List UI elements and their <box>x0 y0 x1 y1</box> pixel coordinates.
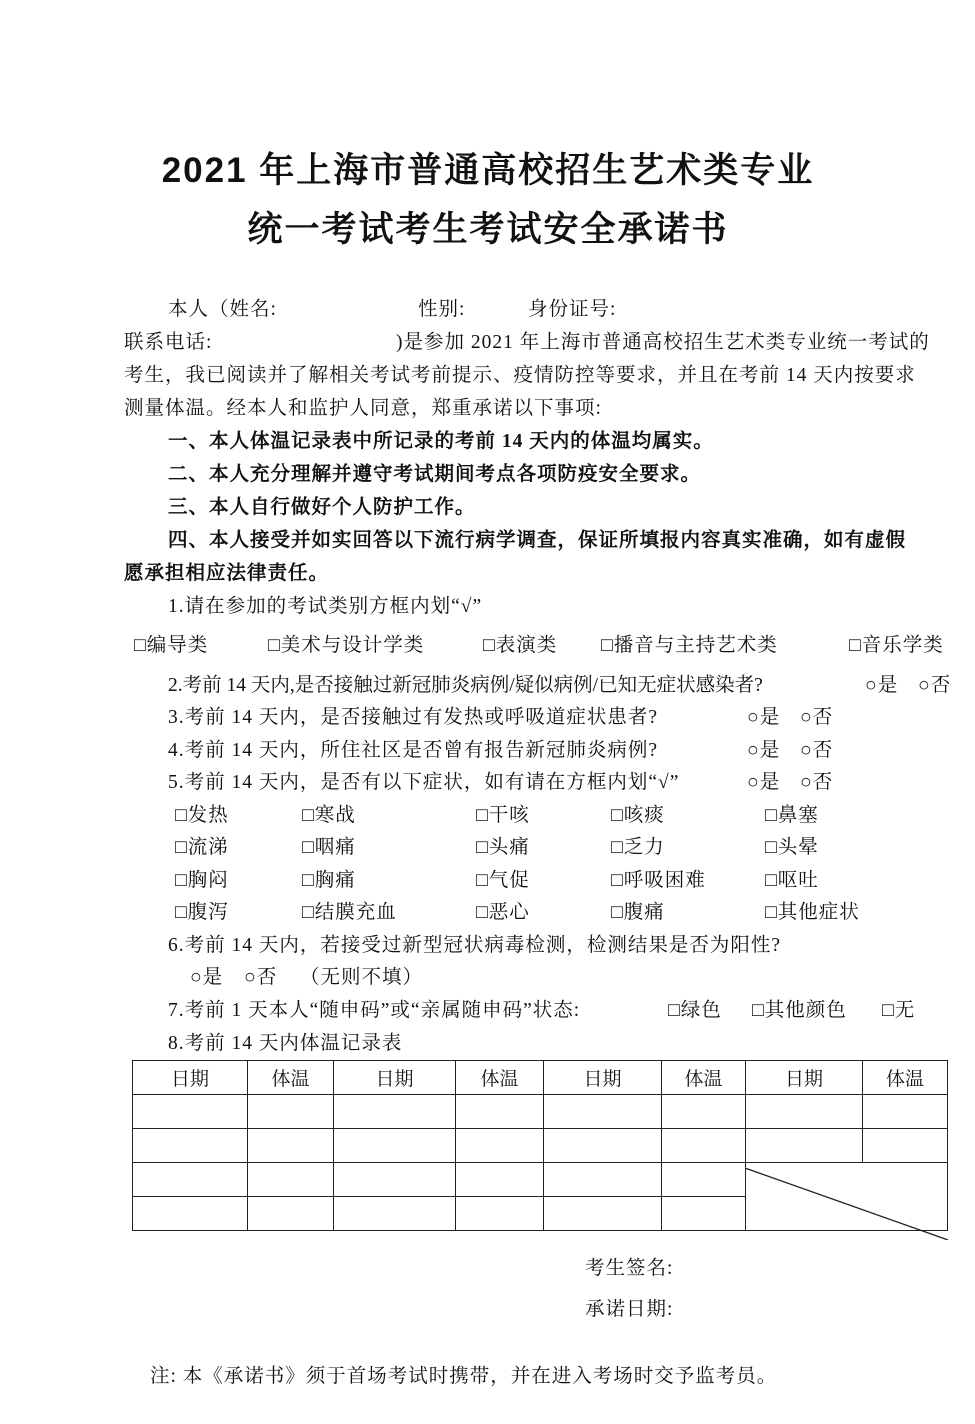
q2-yes[interactable]: ○是 <box>865 675 899 696</box>
name-label: 本人（姓名: <box>168 299 277 320</box>
cell[interactable] <box>746 1129 863 1163</box>
cell[interactable] <box>662 1163 746 1197</box>
q2-no[interactable]: ○否 <box>918 675 952 696</box>
symptom-checkbox[interactable]: □鼻塞 <box>765 805 819 826</box>
cell[interactable] <box>746 1095 863 1129</box>
cell[interactable] <box>334 1163 456 1197</box>
pledge-4-cont: 愿承担相应法律责任。 <box>124 563 330 584</box>
q6-no[interactable]: ○否 <box>244 967 278 988</box>
symptom-checkbox[interactable]: □头晕 <box>765 837 819 858</box>
title-line-1: 2021 年上海市普通高校招生艺术类专业 <box>161 151 815 190</box>
cell[interactable] <box>334 1095 456 1129</box>
symptom-checkbox[interactable]: □流涕 <box>175 837 229 858</box>
date-label: 承诺日期: <box>585 1299 674 1320</box>
header-temp: 体温 <box>248 1061 334 1095</box>
cell[interactable] <box>456 1129 544 1163</box>
q3-text: 3.考前 14 天内，是否接触过有发热或呼吸道症状患者? <box>168 707 659 728</box>
cell[interactable] <box>248 1129 334 1163</box>
symptom-checkbox[interactable]: □气促 <box>476 870 530 891</box>
cell[interactable] <box>133 1129 248 1163</box>
q7-text: 7.考前 1 天本人“随申码”或“亲属随申码”状态: <box>168 1000 581 1021</box>
pledge-3: 三、本人自行做好个人防护工作。 <box>168 497 476 518</box>
cell[interactable] <box>456 1095 544 1129</box>
header-temp: 体温 <box>863 1061 948 1095</box>
q1-text: 1.请在参加的考试类别方框内划“√” <box>168 596 483 617</box>
cell[interactable] <box>456 1163 544 1197</box>
cell[interactable] <box>334 1197 456 1231</box>
q1-option[interactable]: □音乐学类 <box>849 635 944 656</box>
q6-text: 6.考前 14 天内，若接受过新型冠状病毒检测，检测结果是否为阳性? <box>168 935 782 956</box>
header-date: 日期 <box>334 1061 456 1095</box>
cell[interactable] <box>544 1163 662 1197</box>
cell[interactable] <box>544 1095 662 1129</box>
q7-option[interactable]: □无 <box>882 1000 916 1021</box>
q4-yes[interactable]: ○是 <box>747 740 781 761</box>
cell[interactable] <box>248 1163 334 1197</box>
q3-no[interactable]: ○否 <box>800 707 834 728</box>
cell[interactable] <box>544 1197 662 1231</box>
header-temp: 体温 <box>662 1061 746 1095</box>
cell[interactable] <box>544 1129 662 1163</box>
symptom-checkbox[interactable]: □咽痛 <box>302 837 356 858</box>
gender-label: 性别: <box>418 299 466 320</box>
symptom-checkbox[interactable]: □腹痛 <box>611 902 665 923</box>
cell[interactable] <box>133 1163 248 1197</box>
header-date: 日期 <box>746 1061 863 1095</box>
symptom-checkbox[interactable]: □胸闷 <box>175 870 229 891</box>
pledge-1: 一、本人体温记录表中所记录的考前 14 天内的体温均属实。 <box>168 431 714 452</box>
intro-text: 考生，我已阅读并了解相关考试考前提示、疫情防控等要求，并且在考前 14 天内按要求 <box>124 365 916 386</box>
q4-no[interactable]: ○否 <box>800 740 834 761</box>
symptom-checkbox[interactable]: □干咳 <box>476 805 530 826</box>
symptom-checkbox[interactable]: □呕吐 <box>765 870 819 891</box>
q5-yes[interactable]: ○是 <box>747 772 781 793</box>
cell[interactable] <box>863 1129 948 1163</box>
symptom-checkbox[interactable]: □腹泻 <box>175 902 229 923</box>
symptom-checkbox[interactable]: □咳痰 <box>611 805 665 826</box>
q1-option[interactable]: □美术与设计学类 <box>268 635 425 656</box>
pledge-2: 二、本人充分理解并遵守考试期间考点各项防疫安全要求。 <box>168 464 702 485</box>
symptom-checkbox[interactable]: □其他症状 <box>765 902 860 923</box>
cell[interactable] <box>334 1129 456 1163</box>
q6-note: （无则不填） <box>300 967 424 988</box>
phone-label: 联系电话: <box>124 332 213 353</box>
symptom-checkbox[interactable]: □发热 <box>175 805 229 826</box>
diagonal-line <box>745 1168 948 1240</box>
cell[interactable] <box>863 1095 948 1129</box>
q7-option[interactable]: □其他颜色 <box>752 1000 847 1021</box>
signature-label: 考生签名: <box>585 1258 674 1279</box>
cell[interactable] <box>133 1197 248 1231</box>
symptom-checkbox[interactable]: □呼吸困难 <box>611 870 706 891</box>
q3-yes[interactable]: ○是 <box>747 707 781 728</box>
symptom-checkbox[interactable]: □恶心 <box>476 902 530 923</box>
symptom-checkbox[interactable]: □头痛 <box>476 837 530 858</box>
symptom-checkbox[interactable]: □乏力 <box>611 837 665 858</box>
q8-text: 8.考前 14 天内体温记录表 <box>168 1033 403 1054</box>
intro-text: )是参加 2021 年上海市普通高校招生艺术类专业统一考试的 <box>396 332 930 353</box>
cell[interactable] <box>662 1197 746 1231</box>
cell[interactable] <box>248 1197 334 1231</box>
q1-option[interactable]: □表演类 <box>483 635 558 656</box>
q5-no[interactable]: ○否 <box>800 772 834 793</box>
symptom-checkbox[interactable]: □结膜充血 <box>302 902 397 923</box>
header-temp: 体温 <box>456 1061 544 1095</box>
pledge-4: 四、本人接受并如实回答以下流行病学调查，保证所填报内容真实准确，如有虚假 <box>168 530 907 551</box>
cell[interactable] <box>248 1095 334 1129</box>
table-header-row <box>133 1061 948 1095</box>
cell[interactable] <box>662 1129 746 1163</box>
title-line-2: 统一考试考生考试安全承诺书 <box>247 210 729 249</box>
symptom-checkbox[interactable]: □胸痛 <box>302 870 356 891</box>
q2-text: 2.考前 14 天内,是否接触过新冠肺炎病例/疑似病例/已知无症状感染者? <box>168 675 763 696</box>
header-date: 日期 <box>133 1061 248 1095</box>
symptom-checkbox[interactable]: □寒战 <box>302 805 356 826</box>
cell[interactable] <box>133 1095 248 1129</box>
intro-text: 测量体温。经本人和监护人同意，郑重承诺以下事项: <box>124 398 602 419</box>
q1-option[interactable]: □编导类 <box>134 635 209 656</box>
cell[interactable] <box>662 1095 746 1129</box>
q5-text: 5.考前 14 天内，是否有以下症状，如有请在方框内划“√” <box>168 772 680 793</box>
id-label: 身份证号: <box>528 299 617 320</box>
footnote: 注: 本《承诺书》须于首场考试时携带，并在进入考场时交予监考员。 <box>150 1366 778 1387</box>
table-row <box>133 1129 948 1163</box>
q1-option[interactable]: □播音与主持艺术类 <box>601 635 778 656</box>
q7-option[interactable]: □绿色 <box>668 1000 722 1021</box>
cell[interactable] <box>456 1197 544 1231</box>
table-row <box>133 1095 948 1129</box>
q6-yes[interactable]: ○是 <box>190 967 224 988</box>
header-date: 日期 <box>544 1061 662 1095</box>
q4-text: 4.考前 14 天内，所住社区是否曾有报告新冠肺炎病例? <box>168 740 659 761</box>
